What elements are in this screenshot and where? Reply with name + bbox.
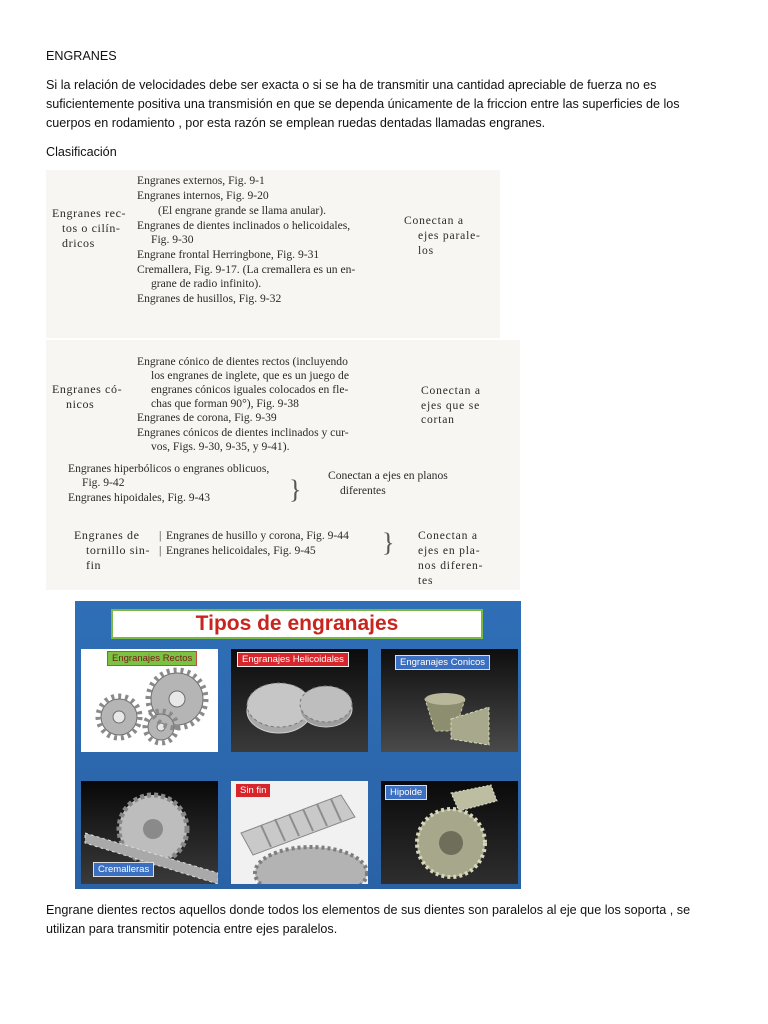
panel-label-spur: Engranajes Rectos [107, 651, 197, 666]
poster-title: Tipos de engranajes [111, 609, 483, 639]
scan2-lead-2: nicos [66, 397, 95, 411]
intro-line-3: cuerpos en rodamiento , por esta razón se emplean ruedas dentadas llamadas engranes. [46, 116, 546, 130]
scan1-right-1: Conectan a [404, 214, 464, 227]
closing-line-2: utilizan para transmitir potencia entre ejes paralelos. [46, 922, 338, 936]
scan2-item-1: Engrane cónico de dientes rectos (incluyendo [137, 355, 348, 368]
panel-label-bevel: Engranajes Conicos [395, 655, 490, 670]
panel-label-helical: Engranajes Helicoidales [237, 652, 349, 667]
scan2-worm-lead-1: Engranes de [74, 528, 140, 542]
scan2-worm-bracket-1: | [159, 529, 162, 542]
scan2-worm-right-2: ejes en pla- [418, 544, 481, 557]
scan1-item-4: Engranes de dientes inclinados o helicoidales, [137, 219, 351, 232]
scan2-hyp-right-2: diferentes [340, 484, 386, 497]
scan2-hyp-item-2: Fig. 9-42 [82, 476, 125, 489]
scan-table-other-gears [46, 340, 520, 590]
scan2-worm-right-3: nos diferen- [418, 559, 484, 572]
scan1-item-9: Engranes de husillos, Fig. 9-32 [137, 292, 282, 305]
scan2-lead-1: Engranes có- [52, 382, 123, 396]
scan2-item-7: vos, Figs. 9-30, 9-35, y 9-41). [151, 440, 290, 453]
scan1-item-6: Engrane frontal Herringbone, Fig. 9-31 [137, 248, 320, 261]
scan2-worm-lead-2: tornillo sin- [86, 543, 151, 557]
scan1-item-3: (El engrane grande se llama anular). [158, 204, 327, 217]
scan1-item-5: Fig. 9-30 [151, 233, 194, 246]
panel-spur-gears [81, 649, 218, 752]
scan2-worm-lead-3: fin [86, 558, 102, 572]
intro-line-1: Si la relación de velocidades debe ser exacta o si se ha de transmitir una cantidad apreciable de fuerza no es [46, 78, 657, 92]
panel-helical-gears [231, 649, 368, 752]
panel-label-worm: Sin fin [235, 783, 271, 798]
scan2-item-6: Engranes cónicos de dientes inclinados y cur- [137, 426, 349, 439]
scan1-item-7: Cremallera, Fig. 9-17. (La cremallera es un en- [137, 263, 356, 276]
panel-label-hypoid: Hipoide [385, 785, 427, 800]
closing-line-1: Engrane dientes rectos aquellos donde todos los elementos de sus dientes son paralelos al eje que los soporta , se [46, 903, 691, 917]
scan-table-straight-gears [46, 170, 500, 338]
scan2-worm-item-1: Engranes de husillo y corona, Fig. 9-44 [166, 529, 349, 542]
scan2-brace-2: } [382, 528, 395, 557]
scan1-right-2: ejes parale- [418, 229, 481, 242]
scan1-item-2: Engranes internos, Fig. 9-20 [137, 189, 269, 202]
scan2-worm-right-1: Conectan a [418, 529, 478, 542]
scan1-item-1: Engranes externos, Fig. 9-1 [137, 174, 265, 187]
scan2-item-3: engranes cónicos iguales colocados en fle- [151, 383, 349, 396]
scan2-hyp-item-1: Engranes hiperbólicos o engranes oblicuos, [68, 462, 270, 475]
intro-line-2: suficientemente positiva una transmisión en que se dependa únicamente de la friccion entre las superficies de los [46, 97, 680, 111]
scan2-worm-item-2: Engranes helicoidales, Fig. 9-45 [166, 544, 316, 557]
panel-rack-gear [81, 781, 218, 884]
scan2-hyp-item-3: Engranes hipoidales, Fig. 9-43 [68, 491, 211, 504]
panel-bevel-gears [381, 649, 518, 752]
scan2-item-5: Engranes de corona, Fig. 9-39 [137, 411, 277, 424]
scan1-item-8: grane de radio infinito). [151, 277, 262, 290]
scan1-right-3: los [418, 244, 434, 257]
scan2-right-2: ejes que se [421, 399, 481, 412]
scan2-item-4: chas que forman 90°), Fig. 9-38 [151, 397, 299, 410]
scan2-right-3: cortan [421, 413, 455, 426]
scan2-worm-right-4: tes [418, 574, 434, 587]
scan1-lead-3: dricos [62, 236, 95, 250]
scan2-item-2: los engranes de inglete, que es un juego de [151, 369, 349, 382]
panel-worm-gear [231, 781, 368, 884]
scan1-lead-2: tos o cilín- [62, 221, 121, 235]
panel-hypoid-gear [381, 781, 518, 884]
scan2-hyp-right-1: Conectan a ejes en planos [328, 469, 448, 482]
scan2-worm-bracket-2: | [159, 544, 162, 557]
gear-types-poster [75, 601, 521, 889]
panel-label-rack: Cremalleras [93, 862, 154, 877]
scan2-right-1: Conectan a [421, 384, 481, 397]
doc-heading: ENGRANES [46, 49, 117, 63]
scan1-lead-1: Engranes rec- [52, 206, 127, 220]
scan2-brace-1: } [289, 475, 302, 504]
classification-label: Clasificación [46, 145, 117, 159]
